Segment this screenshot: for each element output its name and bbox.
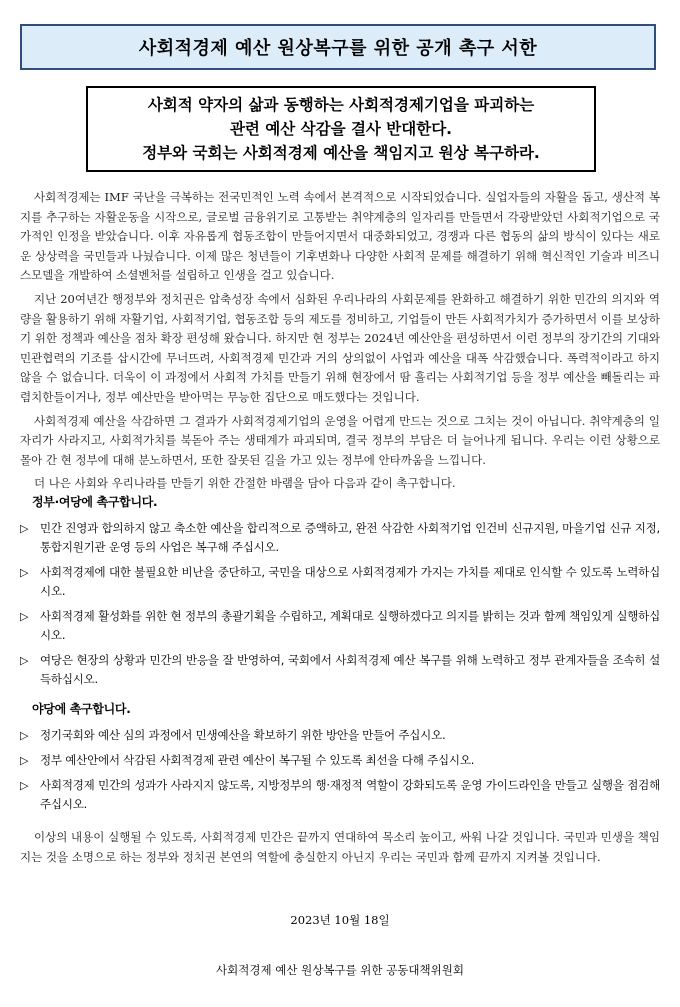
headline-box [86, 86, 596, 172]
closing-statement [20, 828, 660, 867]
demands-opposition [20, 700, 660, 820]
closing-paragraph: 이상의 내용이 실행될 수 있도록, 사회적경제 민간은 끝까지 연대하여 목소리 높이고, 싸워 나갈 것입니다. 국민과 민생을 책임지는 것을 소명으로 하는 정부와 정치권 본연의 역할에 충실한지 아닌지 우리는 국민과 함께 끝까지 지켜볼 것입니다. [20, 830, 660, 864]
demand-item-text: 사회적경제 활성화를 위한 현 정부의 총괄기획을 수립하고, 계획대로 실행하겠다고 의지를 밝히는 것과 함께 책임있게 실행하십시오. [40, 609, 660, 642]
body-paragraph: 사회적경제 예산을 삭감하면 그 결과가 사회적경제기업의 운영을 어렵게 만드는 것으로 그치는 것이 아닙니다. 취약계층의 일자리가 사라지고, 사회적가치를 북돋아 주는 생태계가 파괴되며, 결국 정부의 부담은 더 늘어나게 됩니다. 우리는 이런 상황으로 몰아 간 현 정부에 대해 분노하면서, 또한 잘못된 길을 가고 있는 정부에 안타까움을 느낍니다. [20, 413, 660, 467]
triangle-bullet-icon: ▷ [20, 779, 29, 792]
demands-government [20, 493, 660, 695]
demand-item [20, 726, 660, 745]
demand-item-text: 여당은 현장의 상황과 민간의 반응을 잘 반영하여, 국회에서 사회적경제 예산 복구를 위해 노력하고 정부 관계자들을 조속히 설득하십시오. [40, 653, 660, 686]
headline-line: 사회적 약자의 삶과 동행하는 사회적경제기업을 파괴하는 [147, 96, 535, 114]
body-paragraph: 사회적경제는 IMF 국난을 극복하는 전국민적인 노력 속에서 본격적으로 시작되었습니다. 실업자들의 자활을 돕고, 생산적 복지를 추구하는 자활운동을 시작으로, 글로벌 금융위기로 고통받는 취약계층의 일자리를 만들면서 각광받았던 사회적기업으로 국가적인 인정을 받았습니다. 이후 자유롭게 협동조합이 만들어지면서 대중화되었고, 경쟁과 다른 협동의 삶의 방식이 있다는 새로운 상상력을 국민들과 나눴습니다. 이제 많은 청년들이 기후변화나 다양한 사회적 문제를 해결하기 위해 혁신적인 기술과 비즈니스모델을 개발하여 소셜벤처를 설립하고 인생을 걸고 있습니다. [20, 190, 660, 283]
demand-item-text: 민간 진영과 합의하지 않고 축소한 예산을 합리적으로 증액하고, 완전 삭감한 사회적기업 인건비 신규지원, 마을기업 신규 지정, 통합지원기관 운영 등의 사업은 복구해 주십시오. [40, 521, 660, 554]
triangle-bullet-icon: ▷ [20, 522, 29, 535]
body-paragraph: 지난 20여년간 행정부와 정치권은 압축성장 속에서 심화된 우리나라의 사회문제를 완화하고 해결하기 위한 민간의 의지와 역량을 활용하기 위해 자활기업, 사회적기업, 협동조합 등의 제도를 정비하고, 기업들이 만든 사회적가치가 증가하면서 이를 보상하기 위한 정책과 예산을 점차 확장 편성해 왔습니다. 하지만 현 정부는 2024년 예산안을 편성하면서 이런 정부의 장기간의 기대와 민관협력의 기조를 삽시간에 무너뜨려, 사회적경제 민간과 거의 상의없이 사업과 예산을 대폭 삭감했습니다. 폭력적이라고 하지 않을 수 없습니다. 더욱이 이 과정에서 사회적 가치를 만들기 위해 현장에서 땀 흘리는 사회적기업 등을 정부 예산을 빼돌리는 파렴치한들이거나, 정부 예산만을 받아먹는 무능한 집단으로 매도했다는 것입니다. [20, 291, 660, 404]
signatory: 사회적경제 예산 원상복구를 위한 공동대책위원회 [216, 963, 464, 977]
demand-group-title: 정부·여당에 촉구합니다. [32, 495, 158, 509]
demand-group-title: 야당에 촉구합니다. [32, 702, 131, 716]
demand-item-text: 정부 예산안에서 삭감된 사회적경제 관련 예산이 복구될 수 있도록 최선을 다해 주십시오. [40, 753, 475, 767]
triangle-bullet-icon: ▷ [20, 566, 29, 579]
demand-item [20, 776, 660, 814]
demand-item-text: 사회적경제 민간의 성과가 사라지지 않도록, 지방정부의 행·재정적 역할이 강화되도록 운영 가이드라인을 만들고 실행을 점검해 주십시오. [40, 778, 660, 811]
demand-item [20, 751, 660, 770]
triangle-bullet-icon: ▷ [20, 729, 29, 742]
demand-item [20, 563, 660, 601]
body-paragraph: 더 나은 사회와 우리나라를 만들기 위한 간절한 바램을 담아 다음과 같이 촉구합니다. [34, 476, 456, 491]
demand-item [20, 607, 660, 645]
demand-item-text: 사회적경제에 대한 불필요한 비난을 중단하고, 국민을 대상으로 사회적경제가 가지는 가치를 제대로 인식할 수 있도록 노력하십시오. [40, 565, 660, 598]
demand-item-text: 정기국회와 예산 심의 과정에서 민생예산을 확보하기 위한 방안을 만들어 주십시오. [40, 728, 446, 742]
headline-line: 정부와 국회는 사회적경제 예산을 책임지고 원상 복구하라. [142, 144, 540, 162]
body-text [20, 188, 660, 498]
demand-item [20, 651, 660, 689]
document-title: 사회적경제 예산 원상복구를 위한 공개 촉구 서한 [138, 38, 538, 59]
document-date: 2023년 10월 18일 [290, 913, 390, 927]
document-title-box [20, 24, 656, 70]
triangle-bullet-icon: ▷ [20, 754, 29, 767]
triangle-bullet-icon: ▷ [20, 610, 29, 623]
headline-line: 관련 예산 삭감을 결사 반대한다. [229, 120, 453, 138]
triangle-bullet-icon: ▷ [20, 654, 29, 667]
demand-item [20, 519, 660, 557]
